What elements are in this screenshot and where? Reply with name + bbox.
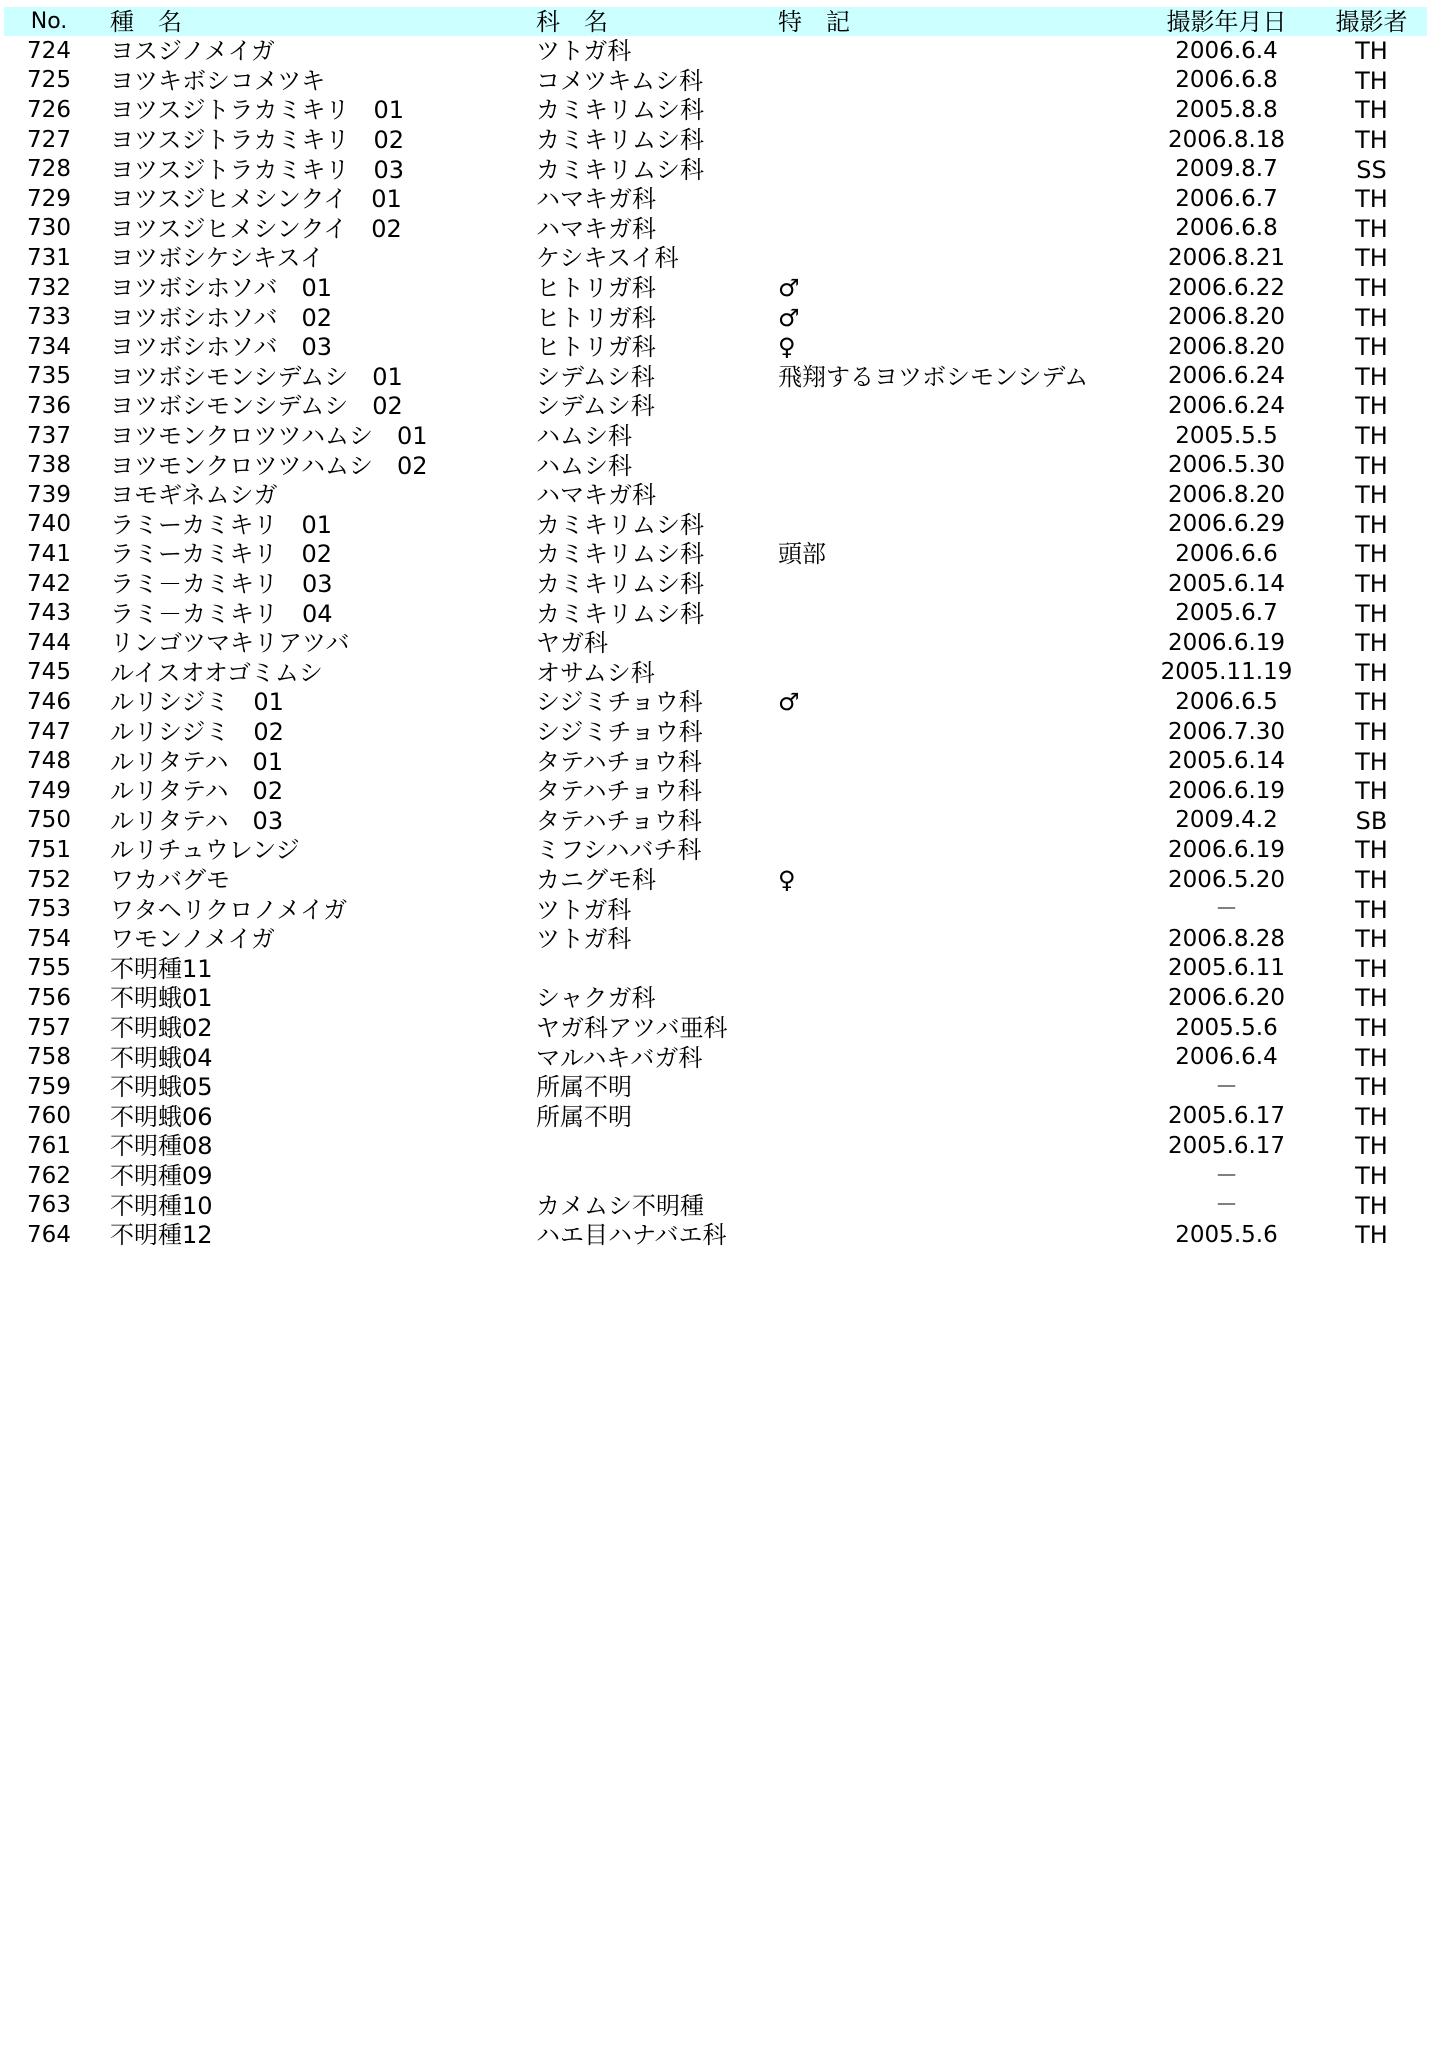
cell-species-name: リンゴツマキリアツバ <box>110 629 350 658</box>
cell-species-name: 不明種11 <box>110 954 213 983</box>
cell-species-name: ヨスジノメイガ <box>110 37 275 66</box>
table-row <box>4 1191 1427 1221</box>
cell-family-name: カメムシ不明種 <box>536 1191 704 1220</box>
cell-family-name: ハマキガ科 <box>536 481 656 510</box>
cell-photographer: TH <box>1355 274 1388 303</box>
cell-species-name: 不明蛾01 <box>110 984 213 1013</box>
cell-photographer: TH <box>1355 451 1388 480</box>
cell-note <box>778 392 1158 422</box>
cell-note <box>778 510 1158 540</box>
cell-note <box>778 1043 1158 1073</box>
cell-photo-date: － <box>1215 896 1238 923</box>
cell-species-name: ヨツボシホソバ 02 <box>110 303 333 332</box>
cell-species-name: 不明蛾02 <box>110 1014 213 1043</box>
cell-family-name: コメツキムシ科 <box>536 66 704 95</box>
cell-species-name: ヨツボシホソバ 03 <box>110 333 333 362</box>
cell-photo-date: 2006.8.18 <box>1167 126 1286 153</box>
cell-family-name: ヒトリガ科 <box>536 274 656 303</box>
table-row <box>4 629 1427 659</box>
cell-family-name: ハムシ科 <box>536 422 632 451</box>
cell-note <box>778 717 1158 747</box>
cell-no: 739 <box>27 481 71 508</box>
cell-species-name: ヨツボシモンシデムシ 02 <box>110 392 403 421</box>
table-row <box>4 392 1427 422</box>
cell-no: 729 <box>27 185 71 212</box>
cell-family-name: シジミチョウ科 <box>536 688 703 717</box>
cell-photo-date: 2006.6.29 <box>1167 511 1286 538</box>
table-row <box>4 865 1427 895</box>
table-row <box>4 451 1427 481</box>
cell-photo-date: 2006.6.4 <box>1175 1044 1278 1071</box>
cell-no: 741 <box>27 540 71 567</box>
cell-photographer: TH <box>1355 777 1388 806</box>
cell-photo-date: 2006.6.5 <box>1175 688 1278 715</box>
cell-no: 758 <box>27 1044 71 1071</box>
cell-no: 763 <box>27 1192 71 1219</box>
cell-photo-date: 2006.5.20 <box>1167 866 1286 893</box>
cell-photo-date: 2006.8.20 <box>1167 481 1286 508</box>
cell-photographer: SB <box>1355 806 1388 835</box>
table-row <box>4 925 1427 955</box>
cell-family-name: シジミチョウ科 <box>536 718 703 747</box>
cell-photographer: TH <box>1355 895 1388 924</box>
cell-no: 740 <box>27 511 71 538</box>
cell-photo-date: 2006.6.24 <box>1167 392 1286 419</box>
cell-photographer: TH <box>1355 362 1388 391</box>
cell-no: 752 <box>27 866 71 893</box>
table-row <box>4 1013 1427 1043</box>
cell-note <box>778 185 1158 215</box>
cell-photographer: TH <box>1355 303 1388 332</box>
cell-photo-date: 2006.6.24 <box>1167 363 1286 390</box>
cell-note: 頭部 <box>778 540 826 569</box>
cell-species-name: ヨツモンクロツツハムシ 01 <box>110 422 428 451</box>
cell-family-name <box>536 1132 771 1162</box>
cell-species-name: ラミーカミキリ 01 <box>110 510 333 539</box>
cell-photo-date: － <box>1215 1192 1238 1219</box>
cell-note <box>778 421 1158 451</box>
cell-photo-date: 2005.5.6 <box>1175 1014 1278 1041</box>
cell-species-name: ヨツスジトラカミキリ 01 <box>110 96 405 125</box>
cell-species-name: 不明種10 <box>110 1191 213 1220</box>
cell-photo-date: 2005.5.6 <box>1175 1221 1278 1248</box>
cell-note: 飛翔するヨツボシモンシデム <box>778 362 1089 391</box>
cell-family-name: タテハチョウ科 <box>536 777 702 806</box>
cell-photographer: TH <box>1355 836 1388 865</box>
table-row <box>4 1073 1427 1103</box>
cell-species-name: 不明種12 <box>110 1221 213 1250</box>
cell-species-name: ワモンノメイガ <box>110 925 275 954</box>
cell-species-name: 不明蛾04 <box>110 1043 213 1072</box>
cell-photo-date: 2005.6.14 <box>1167 748 1286 775</box>
cell-species-name: ルリタテハ 02 <box>110 777 284 806</box>
cell-no: 747 <box>27 718 71 745</box>
cell-photographer: TH <box>1355 244 1388 273</box>
table-row <box>4 155 1427 185</box>
table-row <box>4 658 1427 688</box>
cell-note <box>778 481 1158 511</box>
cell-note <box>778 1013 1158 1043</box>
cell-photographer: TH <box>1355 629 1388 658</box>
cell-species-name: ワカバグモ <box>110 866 230 895</box>
cell-species-name: ヨツボシホソバ 01 <box>110 274 333 303</box>
table-row <box>4 895 1427 925</box>
cell-species-name: ラミ－カミキリ 03 <box>110 570 333 599</box>
cell-photo-date: 2006.8.28 <box>1167 925 1286 952</box>
cell-note <box>778 125 1158 155</box>
cell-family-name: ツトガ科 <box>536 925 632 954</box>
cell-photo-date: 2006.6.8 <box>1175 215 1278 242</box>
table-row <box>4 333 1427 363</box>
cell-species-name: 不明種09 <box>110 1162 213 1191</box>
cell-species-name: ヨモギネムシガ <box>110 481 278 510</box>
cell-photographer: TH <box>1355 688 1388 717</box>
cell-photographer: TH <box>1355 481 1388 510</box>
cell-photo-date: 2006.6.19 <box>1167 777 1286 804</box>
table-row <box>4 984 1427 1014</box>
cell-note <box>778 629 1158 659</box>
cell-photographer: TH <box>1355 570 1388 599</box>
cell-photographer: TH <box>1355 510 1388 539</box>
table-row <box>4 1043 1427 1073</box>
cell-photographer: TH <box>1355 1191 1388 1220</box>
cell-species-name: 不明種08 <box>110 1132 213 1161</box>
table-row <box>4 836 1427 866</box>
cell-family-name: ミフシハバチ科 <box>536 836 702 865</box>
cell-no: 728 <box>27 156 71 183</box>
cell-photographer: TH <box>1355 925 1388 954</box>
cell-family-name: ケシキスイ科 <box>536 244 679 273</box>
cell-family-name: カミキリムシ科 <box>536 126 704 155</box>
cell-photographer: TH <box>1355 658 1388 687</box>
table-row <box>4 96 1427 126</box>
table-row <box>4 954 1427 984</box>
table-header <box>4 7 1427 36</box>
cell-photo-date: － <box>1215 1162 1238 1189</box>
cell-note <box>778 1073 1158 1103</box>
cell-photographer: TH <box>1355 1073 1388 1102</box>
cell-photo-date: 2006.6.6 <box>1175 540 1278 567</box>
cell-no: 744 <box>27 629 71 656</box>
cell-no: 733 <box>27 304 71 331</box>
cell-photo-date: 2005.11.19 <box>1160 659 1293 686</box>
cell-photographer: TH <box>1355 422 1388 451</box>
header-species-name: 種 名 <box>110 7 182 36</box>
cell-family-name: シデムシ科 <box>536 392 655 421</box>
table-row <box>4 244 1427 274</box>
cell-species-name: ヨツボシケシキスイ <box>110 244 325 273</box>
table-row <box>4 510 1427 540</box>
header-note: 特 記 <box>778 7 850 36</box>
cell-photographer: TH <box>1355 747 1388 776</box>
cell-photo-date: － <box>1215 1073 1238 1100</box>
cell-species-name: ルリタテハ 01 <box>110 747 284 776</box>
cell-species-name: ルリチュウレンジ <box>110 836 300 865</box>
cell-no: 738 <box>27 452 71 479</box>
cell-species-name: ルリタテハ 03 <box>110 806 284 835</box>
cell-no: 748 <box>27 748 71 775</box>
cell-family-name: カミキリムシ科 <box>536 540 704 569</box>
cell-photo-date: 2006.6.4 <box>1175 37 1278 64</box>
header-family-name: 科 名 <box>536 7 608 36</box>
cell-no: 731 <box>27 244 71 271</box>
cell-photographer: TH <box>1355 333 1388 362</box>
cell-species-name: ルリシジミ 01 <box>110 688 284 717</box>
cell-photo-date: 2006.6.22 <box>1167 274 1286 301</box>
cell-family-name: 所属不明 <box>536 1102 632 1131</box>
cell-family-name: ハムシ科 <box>536 451 632 480</box>
table-row <box>4 1132 1427 1162</box>
cell-no: 757 <box>27 1014 71 1041</box>
cell-species-name: ヨツスジトラカミキリ 03 <box>110 155 405 184</box>
cell-photo-date: 2005.6.17 <box>1167 1103 1286 1130</box>
cell-photo-date: 2005.6.14 <box>1167 570 1286 597</box>
cell-note <box>778 1161 1158 1191</box>
cell-note <box>778 836 1158 866</box>
cell-photo-date: 2006.7.30 <box>1167 718 1286 745</box>
cell-species-name: ラミーカミキリ 02 <box>110 540 333 569</box>
cell-note: ♂ <box>778 688 800 717</box>
cell-note <box>778 37 1158 67</box>
cell-no: 751 <box>27 836 71 863</box>
cell-family-name: タテハチョウ科 <box>536 747 702 776</box>
cell-species-name: ヨツボシモンシデムシ 01 <box>110 362 403 391</box>
cell-no: 761 <box>27 1132 71 1159</box>
cell-photo-date: 2006.6.20 <box>1167 984 1286 1011</box>
cell-photo-date: 2005.6.17 <box>1167 1132 1286 1159</box>
table-row <box>4 717 1427 747</box>
table-row <box>4 185 1427 215</box>
cell-species-name: ヨツモンクロツツハムシ 02 <box>110 451 428 480</box>
cell-no: 730 <box>27 215 71 242</box>
cell-species-name: ルイスオオゴミムシ <box>110 658 323 687</box>
cell-species-name: ルリシジミ 02 <box>110 718 284 747</box>
cell-no: 753 <box>27 896 71 923</box>
cell-note <box>778 925 1158 955</box>
cell-photo-date: 2006.6.19 <box>1167 836 1286 863</box>
cell-no: 724 <box>27 37 71 64</box>
cell-photo-date: 2005.6.7 <box>1175 600 1278 627</box>
cell-no: 725 <box>27 67 71 94</box>
cell-note: ♀ <box>778 866 796 895</box>
cell-species-name: ラミ－カミキリ 04 <box>110 599 333 628</box>
cell-note <box>778 1132 1158 1162</box>
table-row <box>4 1221 1427 1251</box>
cell-species-name: ヨツスジヒメシンクイ 01 <box>110 185 402 214</box>
cell-note <box>778 569 1158 599</box>
cell-family-name: カミキリムシ科 <box>536 96 704 125</box>
table-row <box>4 806 1427 836</box>
cell-species-name: ヨツスジヒメシンクイ 02 <box>110 214 402 243</box>
cell-no: 742 <box>27 570 71 597</box>
cell-family-name: カニグモ科 <box>536 866 656 895</box>
cell-note <box>778 96 1158 126</box>
cell-note <box>778 1191 1158 1221</box>
table-row <box>4 481 1427 511</box>
cell-photographer: TH <box>1355 66 1388 95</box>
table-row <box>4 777 1427 807</box>
cell-family-name: ハマキガ科 <box>536 214 656 243</box>
cell-photographer: TH <box>1355 984 1388 1013</box>
header-photo-date: 撮影年月日 <box>1166 7 1287 36</box>
cell-species-name: 不明蛾06 <box>110 1102 213 1131</box>
table-row <box>4 688 1427 718</box>
cell-photo-date: 2006.8.21 <box>1167 244 1286 271</box>
cell-family-name: ヤガ科アツバ亜科 <box>536 1014 728 1043</box>
cell-note <box>778 1221 1158 1251</box>
cell-note <box>778 66 1158 96</box>
table-row <box>4 273 1427 303</box>
cell-photographer: TH <box>1355 1162 1388 1191</box>
cell-note <box>778 451 1158 481</box>
table-row <box>4 303 1427 333</box>
cell-no: 734 <box>27 333 71 360</box>
cell-no: 737 <box>27 422 71 449</box>
cell-family-name: タテハチョウ科 <box>536 806 702 835</box>
cell-note <box>778 777 1158 807</box>
cell-note: ♀ <box>778 333 796 362</box>
cell-species-name: ワタヘリクロノメイガ <box>110 895 348 924</box>
table-row <box>4 362 1427 392</box>
cell-note <box>778 1102 1158 1132</box>
cell-no: 759 <box>27 1073 71 1100</box>
cell-photographer: TH <box>1355 214 1388 243</box>
cell-photographer: TH <box>1355 392 1388 421</box>
cell-photographer: TH <box>1355 1014 1388 1043</box>
cell-no: 749 <box>27 777 71 804</box>
cell-note <box>778 155 1158 185</box>
cell-no: 746 <box>27 688 71 715</box>
cell-family-name: ヒトリガ科 <box>536 333 656 362</box>
table-row <box>4 569 1427 599</box>
cell-no: 755 <box>27 955 71 982</box>
cell-note: ♂ <box>778 274 800 303</box>
cell-family-name: ハマキガ科 <box>536 185 656 214</box>
cell-note <box>778 984 1158 1014</box>
cell-photographer: SS <box>1356 155 1387 184</box>
header-no: No. <box>30 8 68 34</box>
cell-species-name: ヨツスジトラカミキリ 02 <box>110 126 405 155</box>
cell-photographer: TH <box>1355 866 1388 895</box>
cell-family-name: 所属不明 <box>536 1073 632 1102</box>
cell-no: 762 <box>27 1162 71 1189</box>
cell-no: 750 <box>27 807 71 834</box>
cell-photographer: TH <box>1355 1043 1388 1072</box>
cell-photographer: TH <box>1355 126 1388 155</box>
table-row <box>4 421 1427 451</box>
cell-photo-date: 2005.8.8 <box>1175 96 1278 123</box>
cell-photo-date: 2009.8.7 <box>1175 156 1278 183</box>
cell-photographer: TH <box>1355 599 1388 628</box>
table-row <box>4 747 1427 777</box>
cell-note <box>778 244 1158 274</box>
cell-note <box>778 599 1158 629</box>
cell-photo-date: 2006.8.20 <box>1167 304 1286 331</box>
cell-no: 760 <box>27 1103 71 1130</box>
cell-family-name: カミキリムシ科 <box>536 570 704 599</box>
table-row <box>4 125 1427 155</box>
cell-note: ♂ <box>778 303 800 332</box>
cell-family-name: オサムシ科 <box>536 658 655 687</box>
cell-species-name: ヨツキボシコメツキ <box>110 66 326 95</box>
cell-no: 727 <box>27 126 71 153</box>
cell-species-name: 不明蛾05 <box>110 1073 213 1102</box>
cell-note <box>778 806 1158 836</box>
cell-photographer: TH <box>1355 96 1388 125</box>
cell-note <box>778 747 1158 777</box>
cell-photographer: TH <box>1355 540 1388 569</box>
cell-family-name: カミキリムシ科 <box>536 155 704 184</box>
cell-photo-date: 2005.5.5 <box>1175 422 1278 449</box>
cell-photo-date: 2006.5.30 <box>1167 452 1286 479</box>
cell-note <box>778 954 1158 984</box>
cell-family-name: ヤガ科 <box>536 629 608 658</box>
table-row <box>4 1102 1427 1132</box>
cell-family-name: ハエ目ハナバエ科 <box>536 1221 727 1250</box>
cell-no: 743 <box>27 600 71 627</box>
cell-photo-date: 2009.4.2 <box>1175 807 1278 834</box>
cell-photographer: TH <box>1355 1132 1388 1161</box>
cell-family-name: ツトガ科 <box>536 895 632 924</box>
cell-family-name: シャクガ科 <box>536 984 656 1013</box>
cell-no: 764 <box>27 1221 71 1248</box>
cell-photo-date: 2006.8.20 <box>1167 333 1286 360</box>
cell-family-name: ヒトリガ科 <box>536 303 656 332</box>
table-row <box>4 66 1427 96</box>
cell-photo-date: 2006.6.8 <box>1175 67 1278 94</box>
cell-no: 736 <box>27 392 71 419</box>
cell-no: 754 <box>27 925 71 952</box>
table-row <box>4 540 1427 570</box>
cell-note <box>778 214 1158 244</box>
cell-family-name: カミキリムシ科 <box>536 510 704 539</box>
cell-family-name: マルハキバガ科 <box>536 1043 703 1072</box>
cell-family-name: カミキリムシ科 <box>536 599 704 628</box>
cell-no: 745 <box>27 659 71 686</box>
cell-family-name: ツトガ科 <box>536 37 632 66</box>
cell-photo-date: 2006.6.7 <box>1175 185 1278 212</box>
header-photographer: 撮影者 <box>1335 7 1408 36</box>
cell-no: 732 <box>27 274 71 301</box>
cell-no: 735 <box>27 363 71 390</box>
cell-photographer: TH <box>1355 1221 1388 1250</box>
cell-photographer: TH <box>1355 718 1388 747</box>
table-row <box>4 37 1427 67</box>
cell-photo-date: 2005.6.11 <box>1167 955 1286 982</box>
cell-photographer: TH <box>1355 37 1388 66</box>
cell-note <box>778 658 1158 688</box>
table-row <box>4 214 1427 244</box>
table-row <box>4 1161 1427 1191</box>
cell-family-name: シデムシ科 <box>536 362 655 391</box>
cell-no: 726 <box>27 96 71 123</box>
cell-no: 756 <box>27 984 71 1011</box>
cell-photographer: TH <box>1355 185 1388 214</box>
cell-note <box>778 895 1158 925</box>
cell-photographer: TH <box>1355 954 1388 983</box>
cell-family-name <box>536 954 771 984</box>
table-row <box>4 599 1427 629</box>
cell-photographer: TH <box>1355 1102 1388 1131</box>
cell-photo-date: 2006.6.19 <box>1167 629 1286 656</box>
cell-family-name <box>536 1161 771 1191</box>
